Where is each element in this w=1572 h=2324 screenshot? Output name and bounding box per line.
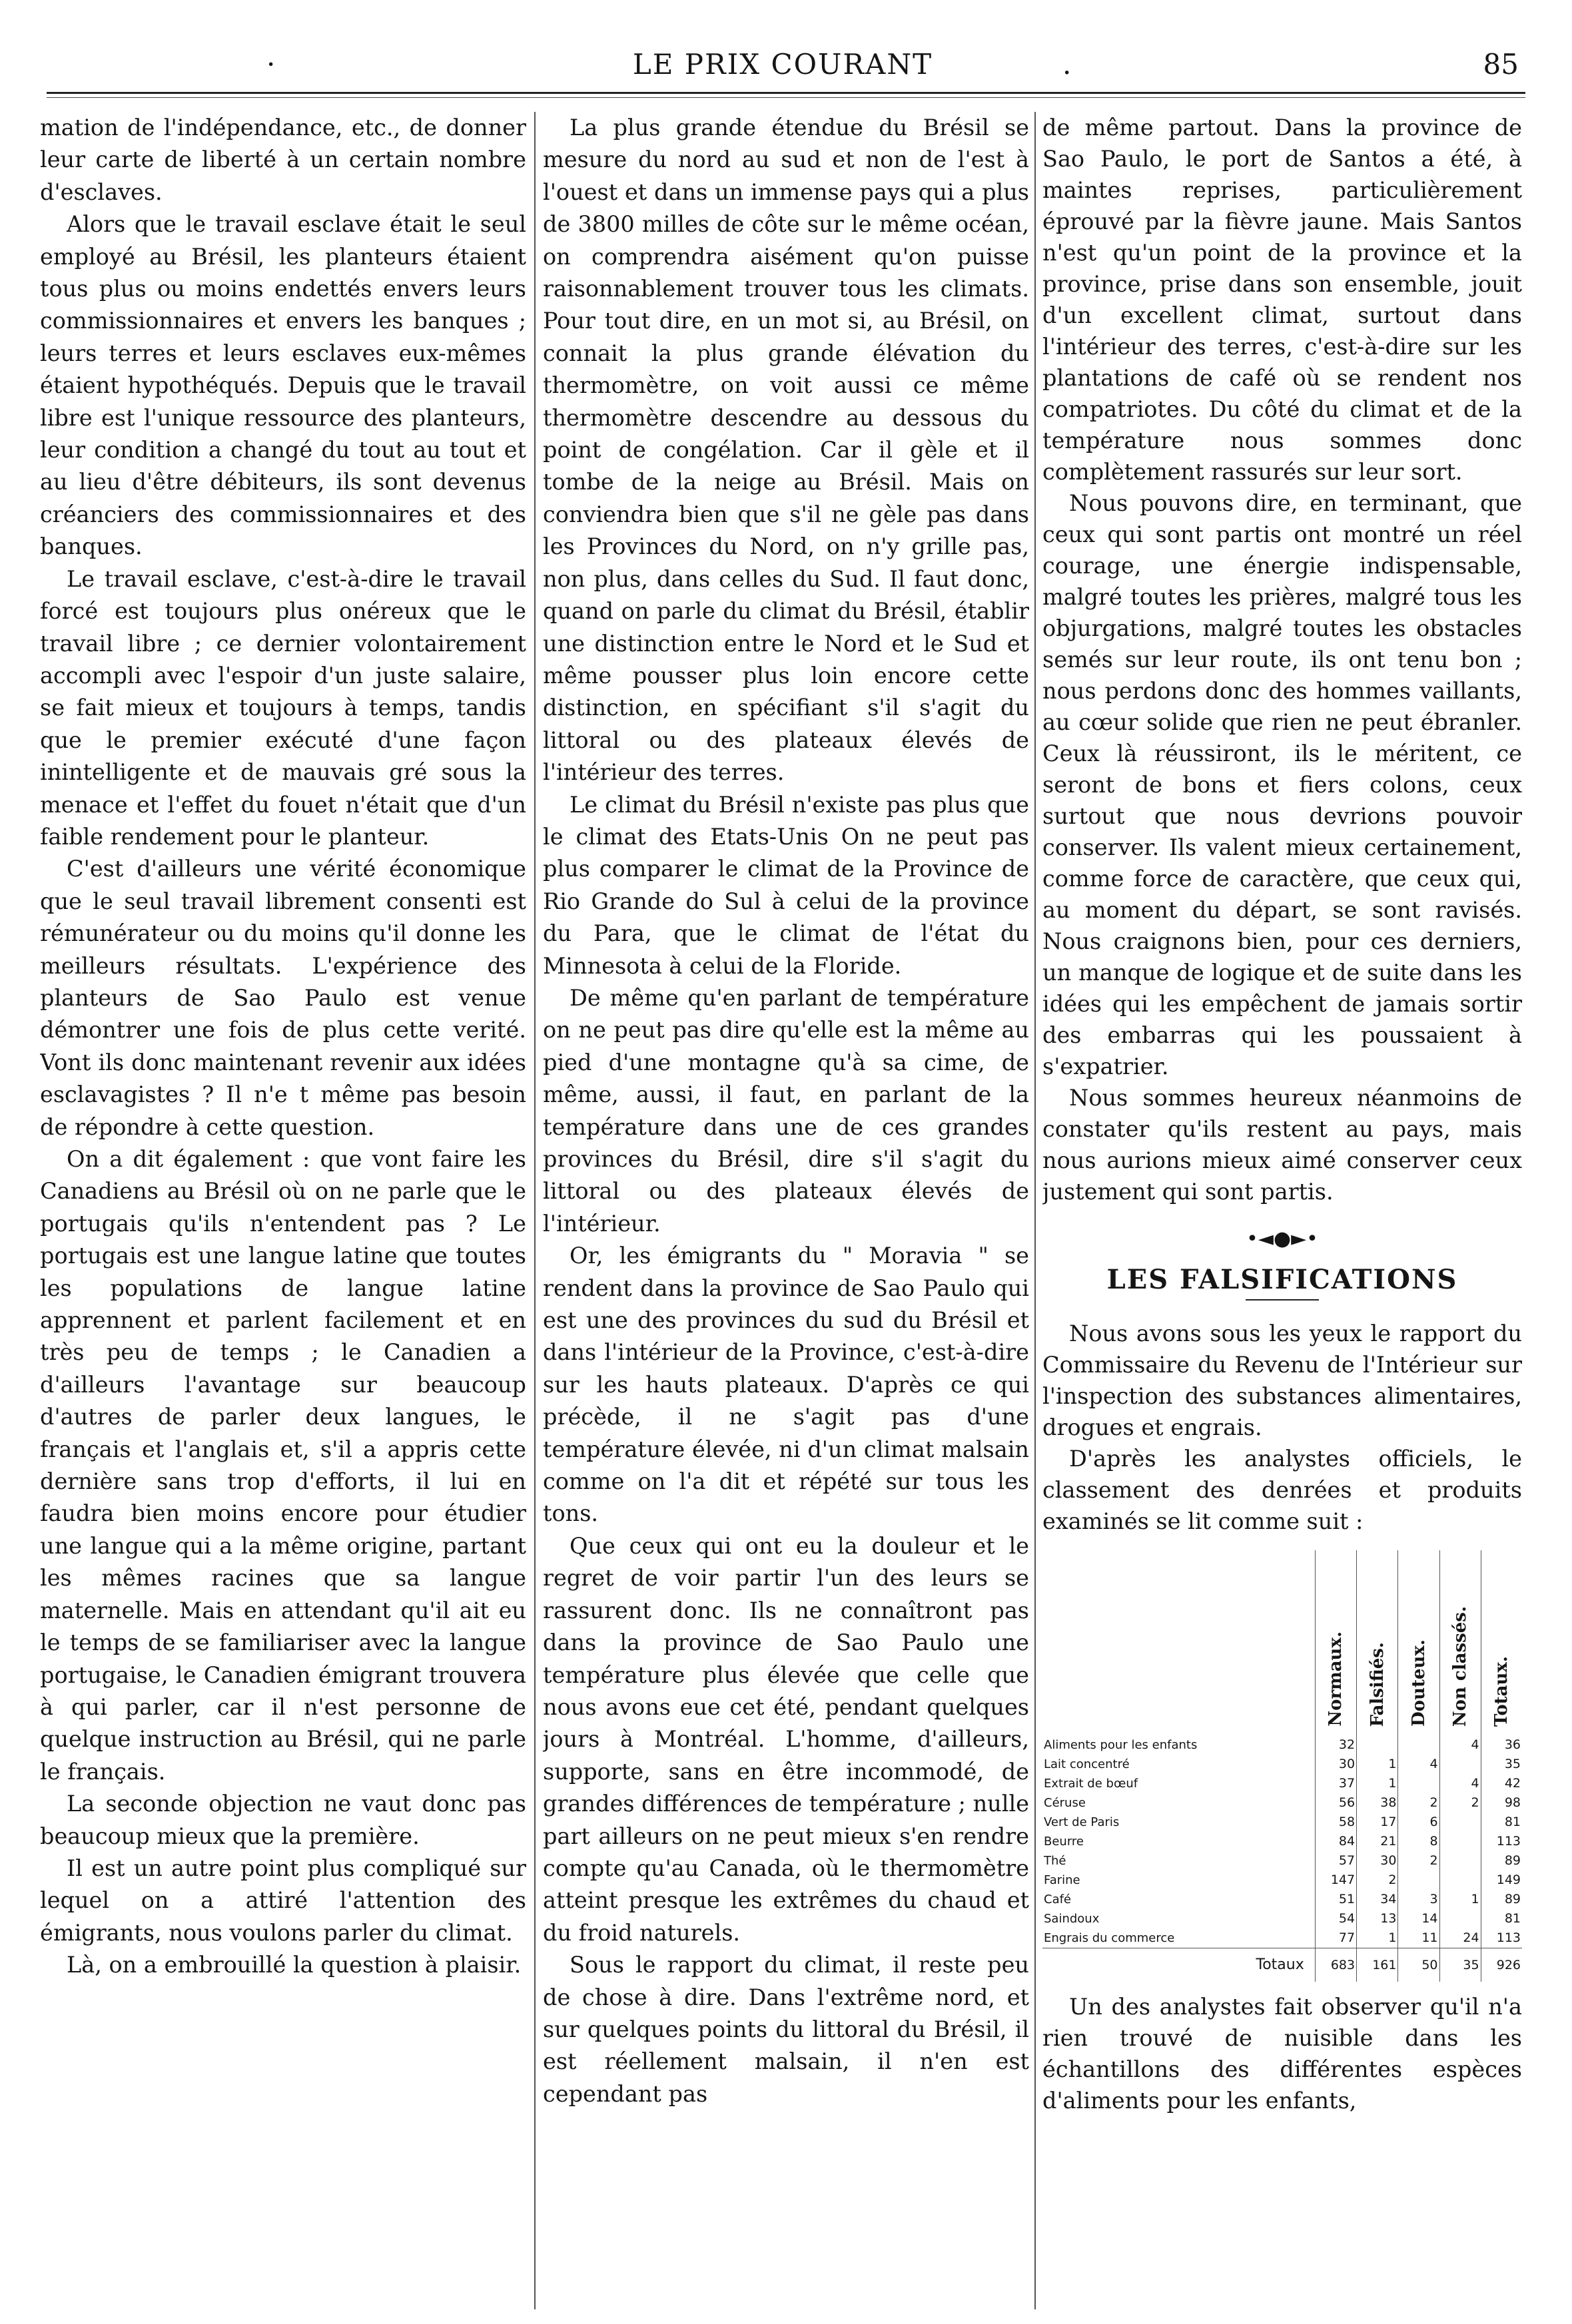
paragraph: Là, on a embrouillé la question à plaisir. xyxy=(67,1952,522,1978)
paragraph: Il est un autre point plus compliqué sur lequel on a attiré l'attention des émigrants, nous voulons parler du climat. xyxy=(40,1855,526,1946)
table-cell: 50 xyxy=(1398,1948,1439,1982)
table-cell: 8 xyxy=(1398,1832,1439,1851)
table-cell xyxy=(1439,1813,1481,1832)
paragraph: La plus grande étendue du Brésil se mesure du nord au sud et non de l'est à l'ouest et dans un immense pays qui a plus de 3800 milles de côte sur le même océan, on comprendra aisément qu'on puisse raisonnablement trouver tous les climats. Pour tout dire, en un mot si, au Brésil, on connait la plus grande élévation du thermomètre, on voit aussi ce même thermomètre descendre au dessous du point de congélation. Car il gèle et il tombe de la neige au Brésil. Mais on conviendra bien que s'il ne gèle pas dans les Provinces du Nord, on n'y grille pas, non plus, dans celles du Sud. Il faut donc, quand on parle du climat du Brésil, établir une distinction entre le Nord et le Sud et même pousser plus loin encore cette distinction, en spécifiant s'il s'agit du littoral ou des plateaux élevés de l'intérieur des terres. xyxy=(543,115,1029,786)
table-row xyxy=(1042,1890,1522,1909)
table-cell: 1 xyxy=(1357,1928,1398,1948)
table-cell: 30 xyxy=(1315,1755,1356,1774)
table-cell xyxy=(1439,1909,1481,1928)
table-cell: 17 xyxy=(1357,1813,1398,1832)
table-cell: 81 xyxy=(1481,1813,1522,1832)
paragraph: C'est d'ailleurs une vérité économique que le seul travail librement consenti est rémunérateur ou du moins qu'il donne les meilleurs résultats. L'expérience des planteurs de Sao Paulo est venue démontrer une fois de plus cette verité. Vont ils donc maintenant revenir aux idées esclavagistes ? Il n'e t même pas besoin de répondre à cette question. xyxy=(40,856,526,1140)
table-cell: 36 xyxy=(1481,1735,1522,1755)
table-cell xyxy=(1439,1755,1481,1774)
paragraph: Que ceux qui ont eu la douleur et le regret de voir partir l'un des leurs se rassurent donc. Ils ne connaîtront pas dans la province de Sao Paulo une température plus élevée que celle que nous avons eue cet été, pendant quelques jours à Montréal. L'homme, d'ailleurs, supporte, sans en être incommodé, de grandes différences de température ; nulle part ailleurs on ne peut mieux s'en rendre compte qu'au Canada, où le thermomètre atteint presque les extrêmes du chaud et du froid naturels. xyxy=(543,1532,1029,1946)
table-cell xyxy=(1357,1735,1398,1755)
table-header-blank xyxy=(1042,1550,1315,1735)
table-cell: 2 xyxy=(1439,1793,1481,1813)
table-cell: 926 xyxy=(1481,1948,1522,1982)
table-cell: 13 xyxy=(1357,1909,1398,1928)
table-cell: 58 xyxy=(1315,1813,1356,1832)
table-row xyxy=(1042,1832,1522,1851)
table-cell: 35 xyxy=(1481,1755,1522,1774)
table-cell: 89 xyxy=(1481,1851,1522,1871)
table-row xyxy=(1042,1928,1522,1948)
paragraph: Nous avons sous les yeux le rapport du Commissaire du Revenu de l'Intérieur sur l'inspection des substances alimentaires, drogues et engrais. xyxy=(1042,1320,1522,1440)
table-row xyxy=(1042,1755,1522,1774)
table-row-label: Engrais du commerce xyxy=(1044,1931,1175,1945)
header-normaux: Normaux. xyxy=(1326,1631,1346,1727)
table-row-label: Extrait de bœuf xyxy=(1044,1777,1138,1791)
table-row-label: Totaux xyxy=(1042,1948,1315,1982)
table-cell: 21 xyxy=(1357,1832,1398,1851)
table-cell: 77 xyxy=(1315,1928,1356,1948)
table-cell xyxy=(1398,1735,1439,1755)
table-cell: 4 xyxy=(1439,1774,1481,1793)
table-cell: 1 xyxy=(1357,1755,1398,1774)
table-cell xyxy=(1439,1871,1481,1890)
table-cell: 147 xyxy=(1315,1871,1356,1890)
table-cell: 81 xyxy=(1481,1909,1522,1928)
table-cell: 84 xyxy=(1315,1832,1356,1851)
paragraph: D'après les analystes officiels, le classement des denrées et produits examinés se lit comme suit : xyxy=(1042,1446,1522,1534)
paragraph: Nous pouvons dire, en terminant, que ceux qui sont partis ont montré un réel courage, une énergie indispensable, malgré toutes les prières, malgré tous les objurgations, malgré toutes les obstacles semés sur leur route, ils ont tenu bon ; nous perdons donc des hommes vaillants, au cœur solide que rien ne peut ébranler. Ceux là réussiront, ils le méritent, ce seront de bons et fiers colons, ceux surtout que nous devrions pouvoir conserver. Ils valent mieux certainement, comme force de caractère, que ceux qui, au moment du départ, se sont ravisés. Nous craignons bien, pour ces derniers, un manque de logique et de suite dans les idées qui les empêchent de jamais sortir des embarras qui les poussaient à s'expatrier. xyxy=(1042,490,1522,1079)
paragraph: On a dit également : que vont faire les Canadiens au Brésil où on ne parle que le portugais qu'ils n'entendent pas ? Le portugais est une langue latine que toutes les populations de langue latine apprennent et parlent facilement et en très peu de temps ; le Canadien a d'ailleurs l'avantage sur beaucoup d'autres de parler deux langues, le français et l'anglais et, s'il a appris cette dernière sans trop d'efforts, il lui en faudra bien moins encore pour étudier une langue qui a la même origine, partant les mêmes racines que sa langue maternelle. Mais en attendant qu'il ait eu le temps de se familiariser avec la langue portugaise, le Canadien émigrant trouvera à qui parler, car il n'est personne de quelque instruction au Brésil, qui ne parle le français. xyxy=(40,1146,526,1785)
table-cell: 56 xyxy=(1315,1793,1356,1813)
table-cell: 35 xyxy=(1439,1948,1481,1982)
table-cell: 2 xyxy=(1398,1793,1439,1813)
table-cell: 24 xyxy=(1439,1928,1481,1948)
table-header-cell xyxy=(1439,1550,1481,1735)
header-non-classes: Non classés. xyxy=(1450,1605,1471,1727)
table-cell xyxy=(1439,1851,1481,1871)
table-row-label: Beurre xyxy=(1044,1835,1084,1849)
table-cell: 30 xyxy=(1357,1851,1398,1871)
table-row xyxy=(1042,1735,1522,1755)
section-title-rule xyxy=(1246,1299,1319,1301)
column-1 xyxy=(40,112,526,2309)
table-cell: 89 xyxy=(1481,1890,1522,1909)
falsifications-table xyxy=(1042,1550,1522,1982)
table-cell: 37 xyxy=(1315,1774,1356,1793)
paragraph: Sous le rapport du climat, il reste peu de chose à dire. Dans l'extrême nord, et sur quelques points du littoral du Brésil, il est réellement malsain, il n'en est cependant pas xyxy=(543,1952,1029,2107)
page-number: 85 xyxy=(1483,48,1519,81)
paragraph: de même partout. Dans la province de Sao Paulo, le port de Santos a été, à maintes reprises, particulièrement éprouvé par la fièvre jaune. Mais Santos n'est qu'un point de la province et la province, prise dans son ensemble, jouit d'un excellent climat, surtout dans l'intérieur des terres, c'est-à-dire sur les plantations de café où se rendent nos compatriotes. Du côté du climat et de la température nous sommes donc complètement rassurés sur leur sort. xyxy=(1042,115,1522,485)
table-header-cell xyxy=(1398,1550,1439,1735)
table-row xyxy=(1042,1774,1522,1793)
table-cell: 42 xyxy=(1481,1774,1522,1793)
table-cell: 54 xyxy=(1315,1909,1356,1928)
paragraph: De même qu'en parlant de température on ne peut pas dire qu'elle est la même au pied d'une montagne qu'à sa cime, de même, aussi, il faut, en parlant de la température dans une de ces grandes provinces du Brésil, dire s'il s'agit du littoral ou des plateaux élevés de l'intérieur. xyxy=(543,984,1029,1237)
table-header-cell xyxy=(1315,1550,1356,1735)
table-cell: 2 xyxy=(1398,1851,1439,1871)
paragraph: Le climat du Brésil n'existe pas plus que le climat des Etats-Unis On ne peut pas plus comparer le climat de la Province de Rio Grande do Sul à celui de la province du Para, que le climat de l'état du Minnesota à celui de la Floride. xyxy=(543,791,1029,979)
header-rule xyxy=(47,92,1525,94)
table-cell: 57 xyxy=(1315,1851,1356,1871)
table-row-label: Céruse xyxy=(1044,1796,1086,1810)
table-body xyxy=(1042,1735,1522,1982)
table-cell: 2 xyxy=(1357,1871,1398,1890)
section-ornament: •◄●►• xyxy=(1246,1227,1318,1251)
paragraph: Or, les émigrants du " Moravia " se rendent dans la province de Sao Paulo qui est une des provinces du sud du Brésil et dans l'intérieur de la Province, c'est-à-dire sur les hauts plateaux. D'après ce qui précède, il ne s'agit pas d'une température élevée, ni d'un climat malsain comme on l'a dit et répété sur tous les tons. xyxy=(543,1243,1029,1527)
table-row-label: Saindoux xyxy=(1044,1912,1100,1926)
table-cell: 34 xyxy=(1357,1890,1398,1909)
table-row xyxy=(1042,1871,1522,1890)
table-row-label: Vert de Paris xyxy=(1044,1815,1120,1829)
header-rule-thin xyxy=(47,97,1525,98)
table-cell xyxy=(1398,1774,1439,1793)
column-divider xyxy=(1034,112,1036,2309)
table-row-label: Aliments pour les enfants xyxy=(1044,1738,1198,1752)
header-totaux: Totaux. xyxy=(1491,1655,1512,1727)
table-cell: 113 xyxy=(1481,1832,1522,1851)
paragraph: Nous sommes heureux néanmoins de constater qu'ils restent au pays, mais nous aurions mieux aimé conserver ceux justement qui sont partis. xyxy=(1042,1085,1522,1205)
table-header-row xyxy=(1042,1550,1522,1735)
header-dot: · xyxy=(266,48,276,81)
table-row-label: Thé xyxy=(1044,1854,1066,1868)
table-cell: 32 xyxy=(1315,1735,1356,1755)
table-cell: 38 xyxy=(1357,1793,1398,1813)
column-divider xyxy=(534,112,536,2309)
table-header-cell xyxy=(1357,1550,1398,1735)
paragraph: Alors que le travail esclave était le seul employé au Brésil, les planteurs étaient tous plus ou moins endettés envers leurs commissionnaires et envers les banques ; leurs terres et leurs esclaves eux-mêmes étaient hypothéqués. Depuis que le travail libre est l'unique ressource des planteurs, leur condition a changé du tout au tout et au lieu d'être débiteurs, ils sont devenus créanciers des commissionnaires et des banques. xyxy=(40,211,526,560)
table-row-label: Café xyxy=(1044,1892,1072,1906)
table-cell: 14 xyxy=(1398,1909,1439,1928)
table-cell: 4 xyxy=(1398,1755,1439,1774)
table-cell: 51 xyxy=(1315,1890,1356,1909)
table-row xyxy=(1042,1813,1522,1832)
table-cell: 6 xyxy=(1398,1813,1439,1832)
paragraph: Le travail esclave, c'est-à-dire le travail forcé est toujours plus onéreux que le travail libre ; ce dernier volontairement accompli avec l'espoir d'un juste salaire, se fait mieux et toujours à temps, tandis que le premier exécuté d'une façon inintelligente et de mauvais gré sous la menace et l'effet du fouet n'était que d'un faible rendement pour le planteur. xyxy=(40,565,526,850)
table-cell: 113 xyxy=(1481,1928,1522,1948)
header-douteux: Douteux. xyxy=(1409,1639,1429,1727)
table-cell xyxy=(1439,1832,1481,1851)
header-falsifies: Falsifiés. xyxy=(1367,1641,1387,1727)
table-cell: 1 xyxy=(1439,1890,1481,1909)
table-row xyxy=(1042,1909,1522,1928)
table-cell: 11 xyxy=(1398,1928,1439,1948)
table-header-cell xyxy=(1481,1550,1522,1735)
table-row-label: Farine xyxy=(1044,1873,1080,1887)
header-dot: . xyxy=(1062,48,1072,81)
table-cell: 98 xyxy=(1481,1793,1522,1813)
table-cell: 4 xyxy=(1439,1735,1481,1755)
table-row xyxy=(1042,1793,1522,1813)
table-cell: 161 xyxy=(1357,1948,1398,1982)
table-cell: 149 xyxy=(1481,1871,1522,1890)
table-cell: 1 xyxy=(1357,1774,1398,1793)
table-row xyxy=(1042,1851,1522,1871)
column-2 xyxy=(543,112,1029,2309)
paragraph: Un des analystes fait observer qu'il n'a rien trouvé de nuisible dans les échantillons des différentes espèces d'aliments pour les enfants, xyxy=(1042,1994,1522,2114)
table-totals-row xyxy=(1042,1948,1522,1982)
page-title: LE PRIX COURANT xyxy=(632,48,933,81)
table-cell xyxy=(1398,1871,1439,1890)
section-title: LES FALSIFICATIONS xyxy=(1106,1264,1458,1295)
page-header xyxy=(47,41,1519,88)
table-cell: 3 xyxy=(1398,1890,1439,1909)
column-3 xyxy=(1042,112,1522,2309)
table-cell: 683 xyxy=(1315,1948,1356,1982)
paragraph: La seconde objection ne vaut donc pas beaucoup mieux que la première. xyxy=(40,1791,526,1849)
paragraph: mation de l'indépendance, etc., de donner leur carte de liberté à un certain nombre d'esclaves. xyxy=(40,115,526,205)
table-row-label: Lait concentré xyxy=(1044,1757,1130,1771)
